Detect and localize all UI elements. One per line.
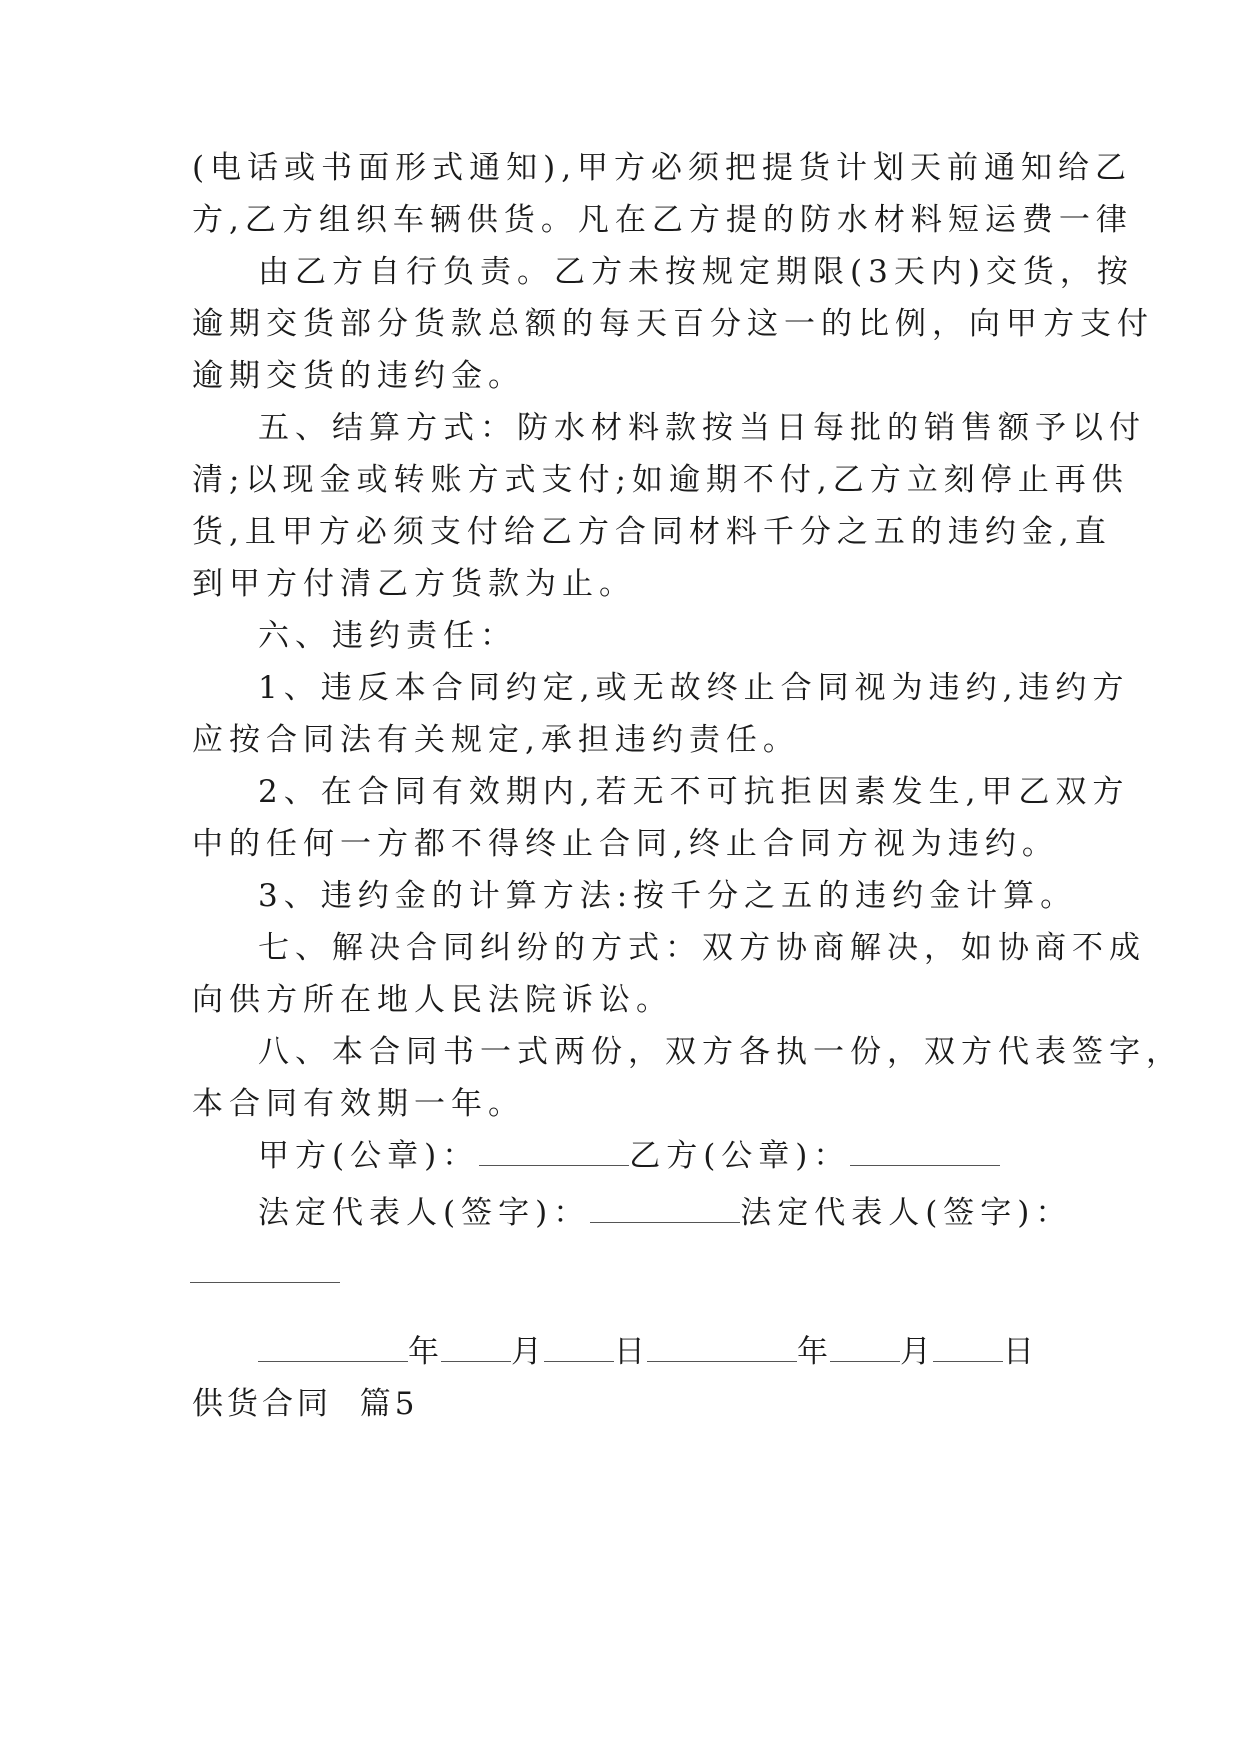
month-blank	[830, 1335, 900, 1362]
contract-heading	[192, 1384, 418, 1424]
rep-b-blank	[190, 1282, 340, 1283]
text-line: 1、违反本合同约定,或无故终止合同视为违约,违约方	[258, 670, 1130, 706]
text-line: 3、违约金的计算方法:按千分之五的违约金计算。	[258, 878, 1078, 914]
day-blank	[933, 1335, 1003, 1362]
contract-title: 供货合同	[192, 1386, 332, 1422]
text-line: 七、解决合同纠纷的方式：双方协商解决，如协商不成	[258, 930, 1146, 966]
text-line: 逾期交货的违约金。	[192, 358, 525, 394]
day-label: 日	[1003, 1334, 1036, 1370]
representative-line	[258, 1193, 1072, 1233]
year-label: 年	[797, 1334, 830, 1370]
party-a-seal-blank	[479, 1139, 629, 1166]
day-label: 日	[614, 1334, 647, 1370]
text-line: 本合同有效期一年。	[192, 1086, 525, 1122]
text-line: 由乙方自行负责。乙方未按规定期限(3天内)交货，按	[258, 254, 1134, 290]
text-line: 应按合同法有关规定,承担违约责任。	[192, 722, 800, 758]
rep-a-label: 法定代表人(签字)：	[258, 1195, 591, 1231]
year-blank	[647, 1335, 797, 1362]
text-line: 逾期交货部分货款总额的每天百分这一的比例，向甲方支付	[192, 306, 1154, 342]
party-b-seal-label: 乙方(公章)：	[629, 1138, 851, 1174]
text-line: 方,乙方组织车辆供货。凡在乙方提的防水材料短运费一律	[192, 202, 1133, 238]
rep-a-blank	[590, 1196, 740, 1223]
text-line: 中的任何一方都不得终止合同,终止合同方视为违约。	[192, 826, 1059, 862]
text-line: (电话或书面形式通知),甲方必须把提货计划天前通知给乙	[192, 150, 1133, 186]
text-line: 五、结算方式：防水材料款按当日每批的销售额予以付	[258, 410, 1146, 446]
text-line: 向供方所在地人民法院诉讼。	[192, 982, 673, 1018]
text-line: 八、本合同书一式两份，双方各执一份，双方代表签字，	[258, 1034, 1183, 1070]
party-a-seal-label: 甲方(公章)：	[258, 1138, 480, 1174]
text-line: 清;以现金或转账方式支付;如逾期不付,乙方立刻停止再供	[192, 462, 1129, 498]
month-blank	[441, 1335, 511, 1362]
seal-line	[258, 1136, 1000, 1176]
party-b-seal-blank	[850, 1139, 1000, 1166]
year-label: 年	[408, 1334, 441, 1370]
year-blank	[258, 1335, 408, 1362]
month-label: 月	[511, 1334, 544, 1370]
contract-section: 篇5	[359, 1386, 419, 1422]
text-line: 2、在合同有效期内,若无不可抗拒因素发生,甲乙双方	[258, 774, 1130, 810]
section-heading: 六、违约责任：	[258, 618, 517, 654]
date-line	[258, 1332, 1036, 1372]
text-line: 货,且甲方必须支付给乙方合同材料千分之五的违约金,直	[192, 514, 1112, 550]
month-label: 月	[900, 1334, 933, 1370]
text-line: 到甲方付清乙方货款为止。	[192, 566, 636, 602]
rep-b-label: 法定代表人(签字)：	[740, 1195, 1073, 1231]
day-blank	[544, 1335, 614, 1362]
